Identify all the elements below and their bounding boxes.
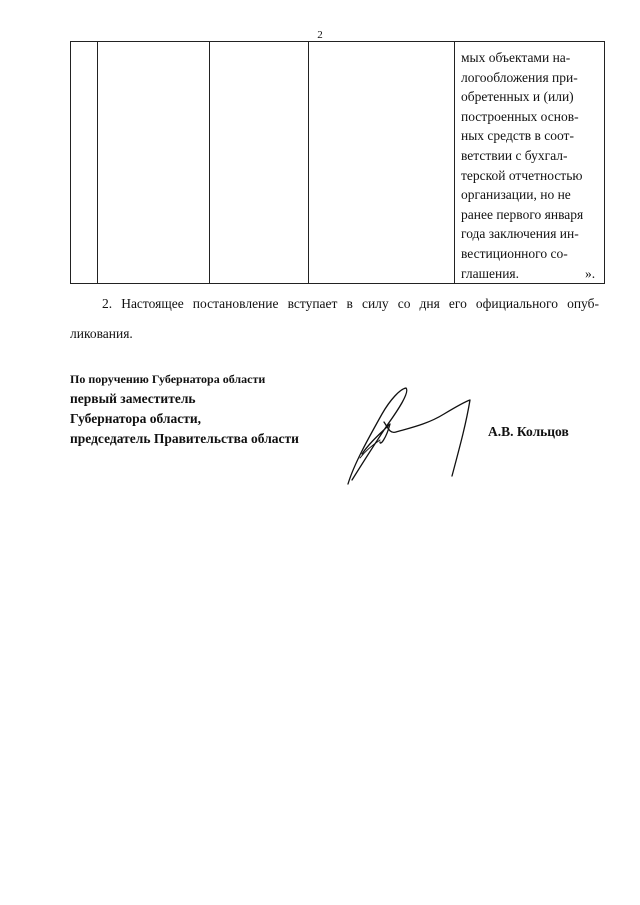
cell-line: глашения. <box>461 265 520 281</box>
cell-line: терской отчетностью <box>461 167 583 183</box>
page-number: 2 <box>317 29 323 41</box>
cell-line: мых объектами на- <box>461 50 571 65</box>
handwritten-signature <box>340 384 480 489</box>
cell-line: построенных основ- <box>461 108 579 124</box>
cell-line: ных средств в соот- <box>461 128 574 144</box>
paragraph-line: ликования. <box>70 326 133 341</box>
resolution-paragraph <box>70 289 599 349</box>
signer-title-line: председатель Правительства области <box>70 431 299 446</box>
table-cell-2 <box>98 42 210 284</box>
table-cell-1 <box>71 42 98 284</box>
table-row <box>71 42 605 284</box>
cell-line: ветствии с бухгал- <box>461 147 568 163</box>
closing-quote: ». <box>585 266 596 281</box>
signer-title-line: Губернатора области, <box>70 411 201 426</box>
cell-line: ранее первого января <box>461 206 584 222</box>
table-cell-5 <box>455 42 605 284</box>
cell-line: вестиционного со- <box>461 245 568 261</box>
cell-line: обретенных и (или) <box>461 89 574 105</box>
cell-line: логообложения при- <box>461 69 578 85</box>
signer-title-line: По поручению Губернатора области <box>70 372 266 386</box>
cell-line: организации, но не <box>461 187 571 203</box>
table-cell-4 <box>309 42 455 284</box>
paragraph-line: 2. Настоящее постановление вступает в силу со дня его официального опуб- <box>102 296 599 311</box>
signature-block <box>70 369 299 449</box>
cell-line: года заключения ин- <box>461 226 579 242</box>
continuation-table <box>70 41 605 284</box>
signer-name: А.В. Кольцов <box>488 424 569 439</box>
table-cell-3 <box>210 42 309 284</box>
signer-title-line: первый заместитель <box>70 391 196 406</box>
table-cell-text <box>455 42 599 283</box>
